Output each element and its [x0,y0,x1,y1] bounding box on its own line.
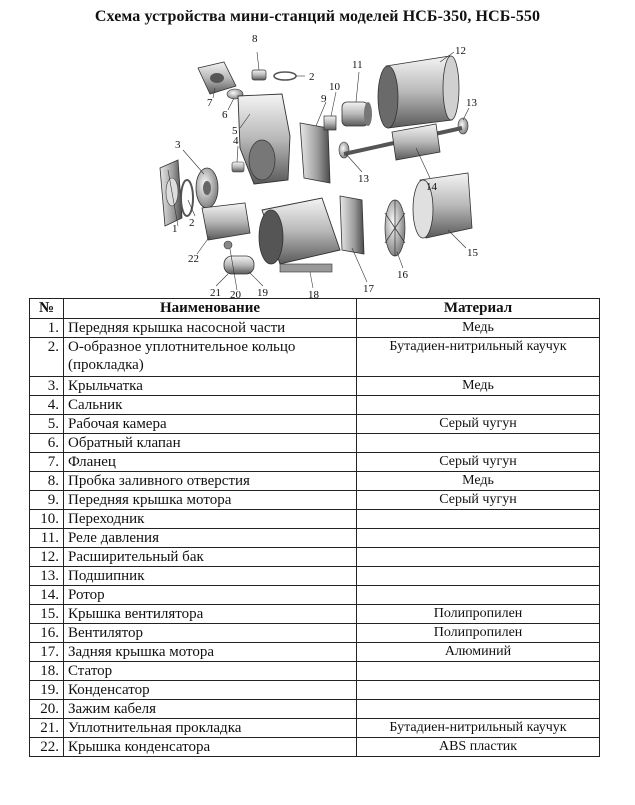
table-row [30,338,600,377]
callout-2b: 2 [309,71,315,83]
callout-11: 11 [352,59,363,71]
callout-22: 22 [188,253,199,265]
part-motor-front-cover [300,123,330,183]
table-row [30,396,600,415]
header-name: Наименование [64,299,357,319]
row-material: Алюминий [357,643,600,662]
row-name: Крыльчатка [64,377,357,396]
part-seal [232,162,244,172]
row-name: Подшипник [64,567,357,586]
row-material [357,548,600,567]
row-material [357,396,600,415]
table-row [30,453,600,472]
callout-9: 9 [321,93,327,105]
table-row [30,415,600,434]
row-number: 3. [30,377,64,396]
callout-14: 14 [426,181,437,193]
row-material: Серый чугун [357,415,600,434]
row-name: Конденсатор [64,681,357,700]
row-material [357,510,600,529]
exploded-pump-diagram [0,28,635,298]
row-number: 1. [30,319,64,338]
table-row [30,662,600,681]
row-material: Бутадиен-нитрильный каучук [357,719,600,738]
row-number: 13. [30,567,64,586]
callout-13: 13 [466,97,477,109]
callout-21: 21 [210,287,221,298]
table-row [30,510,600,529]
row-name: Крышка вентилятора [64,605,357,624]
callout-5: 5 [232,125,238,137]
part-rotor [344,124,462,160]
part-fan-cover [413,173,472,238]
page-title: Схема устройства мини-станций моделей НСБ-350, НСБ-550 [94,8,541,25]
table-row [30,738,600,757]
table-row [30,681,600,700]
part-impeller [196,168,218,208]
row-number: 2. [30,338,64,377]
row-name: Задняя крышка мотора [64,643,357,662]
row-name: Передняя крышка насосной части [64,319,357,338]
row-number: 11. [30,529,64,548]
row-material: Бутадиен-нитрильный каучук [357,338,600,377]
callout-4: 4 [233,135,239,147]
row-name: Обратный клапан [64,434,357,453]
row-number: 9. [30,491,64,510]
row-name: Крышка конденсатора [64,738,357,757]
row-number: 18. [30,662,64,681]
row-number: 17. [30,643,64,662]
table-row [30,377,600,396]
part-pump-chamber [238,94,290,184]
row-number: 8. [30,472,64,491]
row-number: 7. [30,453,64,472]
table-row [30,472,600,491]
callout-8: 8 [252,33,258,45]
table-row [30,548,600,567]
row-name: Сальник [64,396,357,415]
table-row [30,491,600,510]
table-row [30,719,600,738]
table-row [30,624,600,643]
row-name: О-образное уплотнительное кольцо (прокладка) [64,338,357,377]
part-stator [259,198,340,272]
callout-20: 20 [230,289,241,298]
header-number: № [30,299,64,319]
part-filler-plug [252,70,266,80]
table-row [30,700,600,719]
table-row [30,586,600,605]
row-material: Медь [357,377,600,396]
row-material [357,700,600,719]
row-name: Уплотнительная прокладка [64,719,357,738]
callout-17: 17 [363,283,374,295]
row-material: Серый чугун [357,491,600,510]
table-row [30,529,600,548]
row-name: Передняя крышка мотора [64,491,357,510]
part-pressure-switch [342,102,372,126]
callout-3: 3 [175,139,181,151]
row-number: 5. [30,415,64,434]
row-number: 6. [30,434,64,453]
row-name: Статор [64,662,357,681]
table-row [30,605,600,624]
row-material: Полипропилен [357,624,600,643]
row-number: 16. [30,624,64,643]
table-row [30,319,600,338]
row-material: Серый чугун [357,453,600,472]
row-material [357,586,600,605]
callout-10: 10 [329,81,340,93]
part-fan [385,200,405,256]
part-rear-motor-cover [340,196,364,254]
callout-12: 12 [455,45,466,57]
part-capacitor-cover [202,203,250,240]
row-name: Ротор [64,586,357,605]
row-name: Реле давления [64,529,357,548]
row-number: 15. [30,605,64,624]
part-o-ring [181,180,193,216]
row-number: 19. [30,681,64,700]
row-name: Зажим кабеля [64,700,357,719]
table-header-row [30,299,600,319]
row-name: Переходник [64,510,357,529]
row-number: 21. [30,719,64,738]
callout-1: 1 [172,223,178,235]
row-name: Рабочая камера [64,415,357,434]
row-number: 20. [30,700,64,719]
parts-table [29,298,600,757]
table-row [30,567,600,586]
row-name: Вентилятор [64,624,357,643]
callout-7: 7 [207,97,213,109]
row-material: Медь [357,319,600,338]
part-expansion-tank [378,56,459,128]
part-adapter [324,116,336,130]
callout-2: 2 [189,217,195,229]
callout-6: 6 [222,109,228,121]
row-name: Пробка заливного отверстия [64,472,357,491]
row-number: 22. [30,738,64,757]
callout-13b: 13 [358,173,369,185]
row-number: 12. [30,548,64,567]
part-cable-clamp [224,241,232,249]
row-name: Фланец [64,453,357,472]
callout-18: 18 [308,289,319,298]
row-number: 14. [30,586,64,605]
table-row [30,643,600,662]
row-material [357,529,600,548]
part-capacitor [224,256,254,274]
header-material: Материал [357,299,600,319]
row-material [357,434,600,453]
row-name: Расширительный бак [64,548,357,567]
callout-19: 19 [257,287,268,298]
row-material: Медь [357,472,600,491]
row-material [357,681,600,700]
row-material: Полипропилен [357,605,600,624]
callout-15: 15 [467,247,478,259]
row-material [357,662,600,681]
row-number: 10. [30,510,64,529]
part-front-cover [160,160,182,226]
row-material: ABS пластик [357,738,600,757]
row-number: 4. [30,396,64,415]
row-material [357,567,600,586]
callout-16: 16 [397,269,408,281]
table-row [30,434,600,453]
